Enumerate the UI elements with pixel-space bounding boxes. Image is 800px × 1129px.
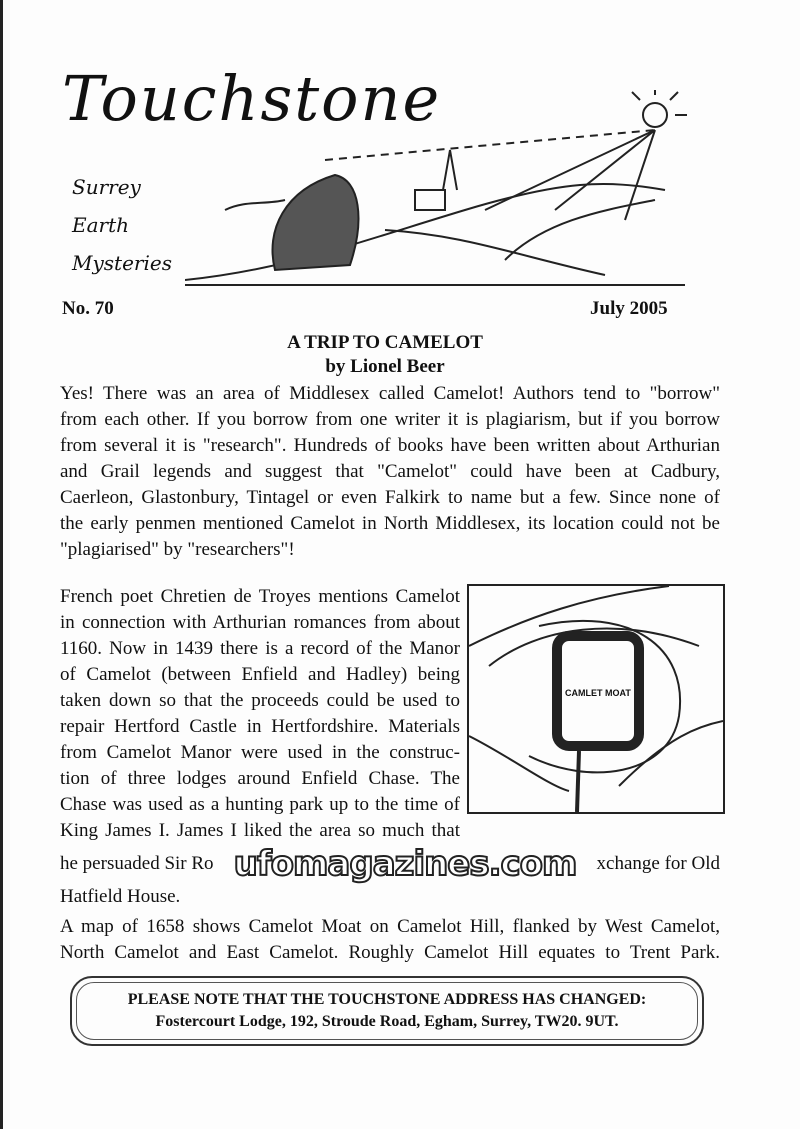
issue-date: July 2005 — [590, 298, 668, 319]
text-line: in connection with Arthurian romances from about — [60, 612, 460, 633]
camlet-moat-map — [467, 584, 725, 814]
text-line: from each other. If you borrow from one writer it is plagiarism, but if you borrow — [60, 409, 720, 430]
paragraph-2-continued — [60, 844, 720, 910]
text-line: and Grail legends and suggest that "Camelot" could have been at Cadbury, — [60, 461, 720, 482]
subtitle-line: Earth — [72, 213, 130, 237]
subtitle-line: Mysteries — [72, 251, 172, 275]
text-line: the early penmen mentioned Camelot in North Middlesex, its location could not be — [60, 513, 720, 534]
scan-edge — [0, 0, 3, 1129]
notice-line-2: Fostercourt Lodge, 192, Stroude Road, Egham, Surrey, TW20. 9UT. — [155, 1013, 619, 1030]
text-line: Caerleon, Glastonbury, Tintagel or even Falkirk to name but a few. Since none of — [60, 487, 720, 508]
address-notice-box — [70, 976, 704, 1046]
paragraph-1 — [60, 381, 720, 563]
article-title: A TRIP TO CAMELOT — [287, 332, 483, 353]
text-line: Chase was used as a hunting park up to the time of — [60, 794, 460, 815]
text-line: taken down so that the proceeds could be used to — [60, 690, 460, 711]
text-fragment: he persuaded Sir Ro — [60, 853, 214, 874]
map-label: CAMLET MOAT — [565, 688, 631, 698]
text-line: Yes! There was an area of Middlesex called Camelot! Authors tend to "borrow" — [60, 383, 720, 404]
masthead-title: Touchstone — [62, 62, 442, 135]
text-line: A map of 1658 shows Camelot Moat on Camelot Hill, flanked by West Camelot, — [60, 916, 720, 937]
notice-line-1: PLEASE NOTE THAT THE TOUCHSTONE ADDRESS HAS CHANGED: — [127, 991, 647, 1008]
text-line: 1160. Now in 1439 there is a record of the Manor — [60, 638, 460, 659]
watermarked-line — [60, 844, 720, 884]
text-line: repair Hertford Castle in Hertfordshire. Materials — [60, 716, 460, 737]
landscape-sketch — [185, 90, 705, 290]
paragraph-2 — [60, 584, 460, 844]
paragraph-3 — [60, 914, 720, 966]
text-line: from Camelot Manor were used in the construc- — [60, 742, 460, 763]
watermark: ufomagazines.com — [233, 844, 577, 884]
text-line: French poet Chretien de Troyes mentions Camelot — [60, 586, 460, 607]
text-line: King James I. James I liked the area so much that — [60, 820, 460, 841]
text-line: Hatfield House. — [60, 886, 181, 907]
subtitle-line: Surrey — [72, 175, 141, 199]
text-line: "plagiarised" by "researchers"! — [60, 539, 295, 560]
text-line: tion of three lodges around Enfield Chase. The — [60, 768, 460, 789]
text-line: North Camelot and East Camelot. Roughly Camelot Hill equates to Trent Park. — [60, 942, 720, 963]
text-line: from several it is "research". Hundreds of books have been written about Arthurian — [60, 435, 720, 456]
text-fragment: xchange for Old — [596, 853, 720, 874]
article-byline: by Lionel Beer — [325, 356, 445, 377]
text-line: of Camelot (between Enfield and Hadley) being — [60, 664, 460, 685]
issue-number: No. 70 — [62, 298, 114, 319]
